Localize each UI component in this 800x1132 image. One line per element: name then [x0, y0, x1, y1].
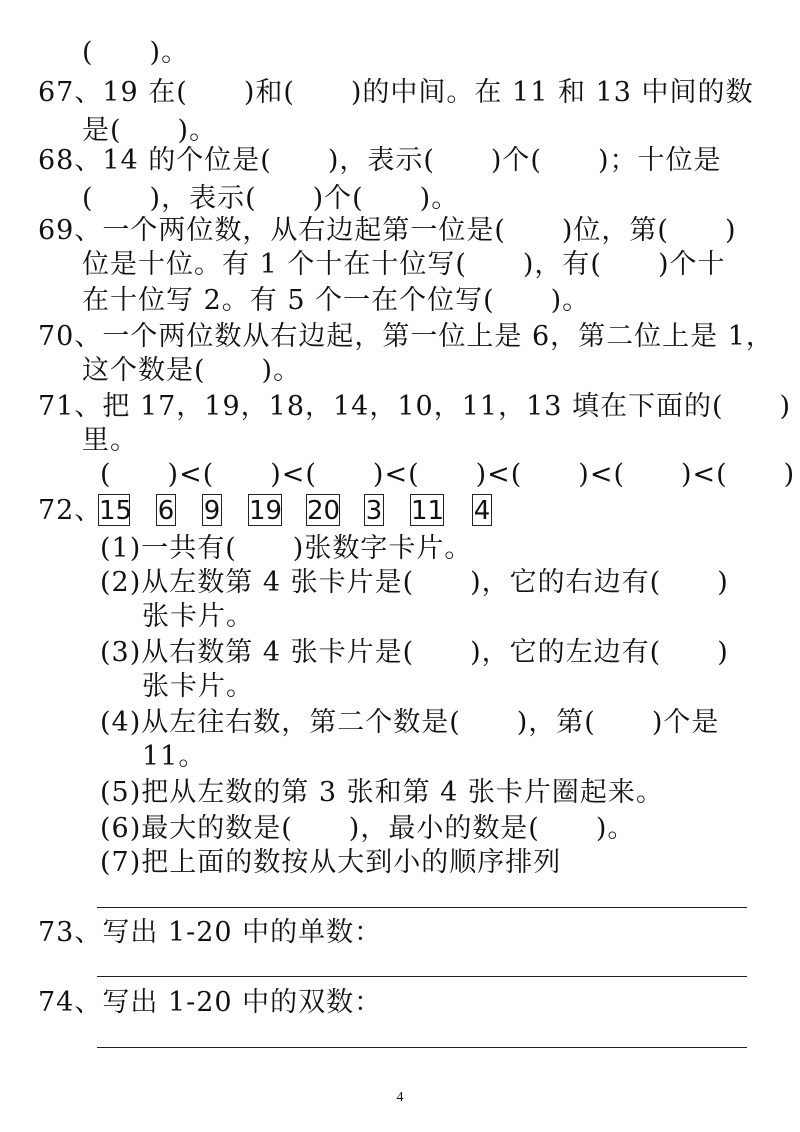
number-card: 20	[307, 496, 341, 526]
q67-line1: 67、19 在( )和( )的中间。在 11 和 13 中间的数	[38, 77, 754, 108]
number-card: 11	[411, 496, 445, 526]
q72-part4-line1: (4)从左往右数，第二个数是( )，第( )个是	[100, 707, 720, 738]
number-card: 9	[203, 496, 221, 526]
q72-part4-line2: 11。	[142, 741, 207, 772]
answer-line	[97, 907, 747, 908]
q69-line3: 在十位写 2。有 5 个一在个位写( )。	[82, 285, 591, 316]
q71-line2: 里。	[82, 425, 138, 456]
q72-part5: (5)把从左数的第 3 张和第 4 张卡片圈起来。	[100, 777, 664, 808]
q71-ordering-blanks: ( )<( )<( )<( )<( )<( )<( )	[100, 459, 796, 490]
q66-continuation: ( )。	[82, 37, 190, 68]
q71-line1: 71、把 17，19，18，14，10，11，13 填在下面的( )	[38, 391, 792, 422]
answer-line	[97, 1047, 747, 1048]
q74: 74、写出 1-20 中的双数：	[38, 987, 383, 1018]
q72-part2-line2: 张卡片。	[142, 601, 254, 632]
q72-part1: (1)一共有( )张数字卡片。	[100, 533, 473, 564]
q72-part2-line1: (2)从左数第 4 张卡片是( )，它的右边有( )	[100, 567, 729, 598]
number-card: 19	[249, 496, 283, 526]
q70-line2: 这个数是( )。	[82, 355, 302, 386]
number-card: 3	[365, 496, 383, 526]
q72-part6: (6)最大的数是( )，最小的数是( )。	[100, 813, 636, 844]
q70-line1: 70、一个两位数从右边起，第一位上是 6，第二位上是 1，	[38, 321, 774, 352]
q72-part3-line1: (3)从右数第 4 张卡片是( )，它的左边有( )	[100, 637, 729, 668]
q72-part3-line2: 张卡片。	[142, 671, 254, 702]
q68-line2: ( )，表示( )个( )。	[82, 183, 460, 214]
q69-line2: 位是十位。有 1 个十在十位写( )，有( )个十	[82, 249, 726, 280]
q72-part7: (7)把上面的数按从大到小的顺序排列	[100, 847, 562, 878]
q73: 73、写出 1-20 中的单数：	[38, 917, 383, 948]
q67-line2: 是( )。	[82, 115, 218, 146]
answer-line	[97, 976, 747, 977]
q68-line1: 68、14 的个位是( )，表示( )个( )；十位是	[38, 145, 722, 176]
number-card: 15	[99, 496, 133, 526]
number-card: 4	[473, 496, 491, 526]
number-card: 6	[157, 496, 175, 526]
q69-line1: 69、一个两位数，从右边起第一位是( )位，第( )	[38, 215, 737, 246]
page-number: 4	[396, 1090, 404, 1105]
q72-number: 72、	[38, 495, 103, 526]
